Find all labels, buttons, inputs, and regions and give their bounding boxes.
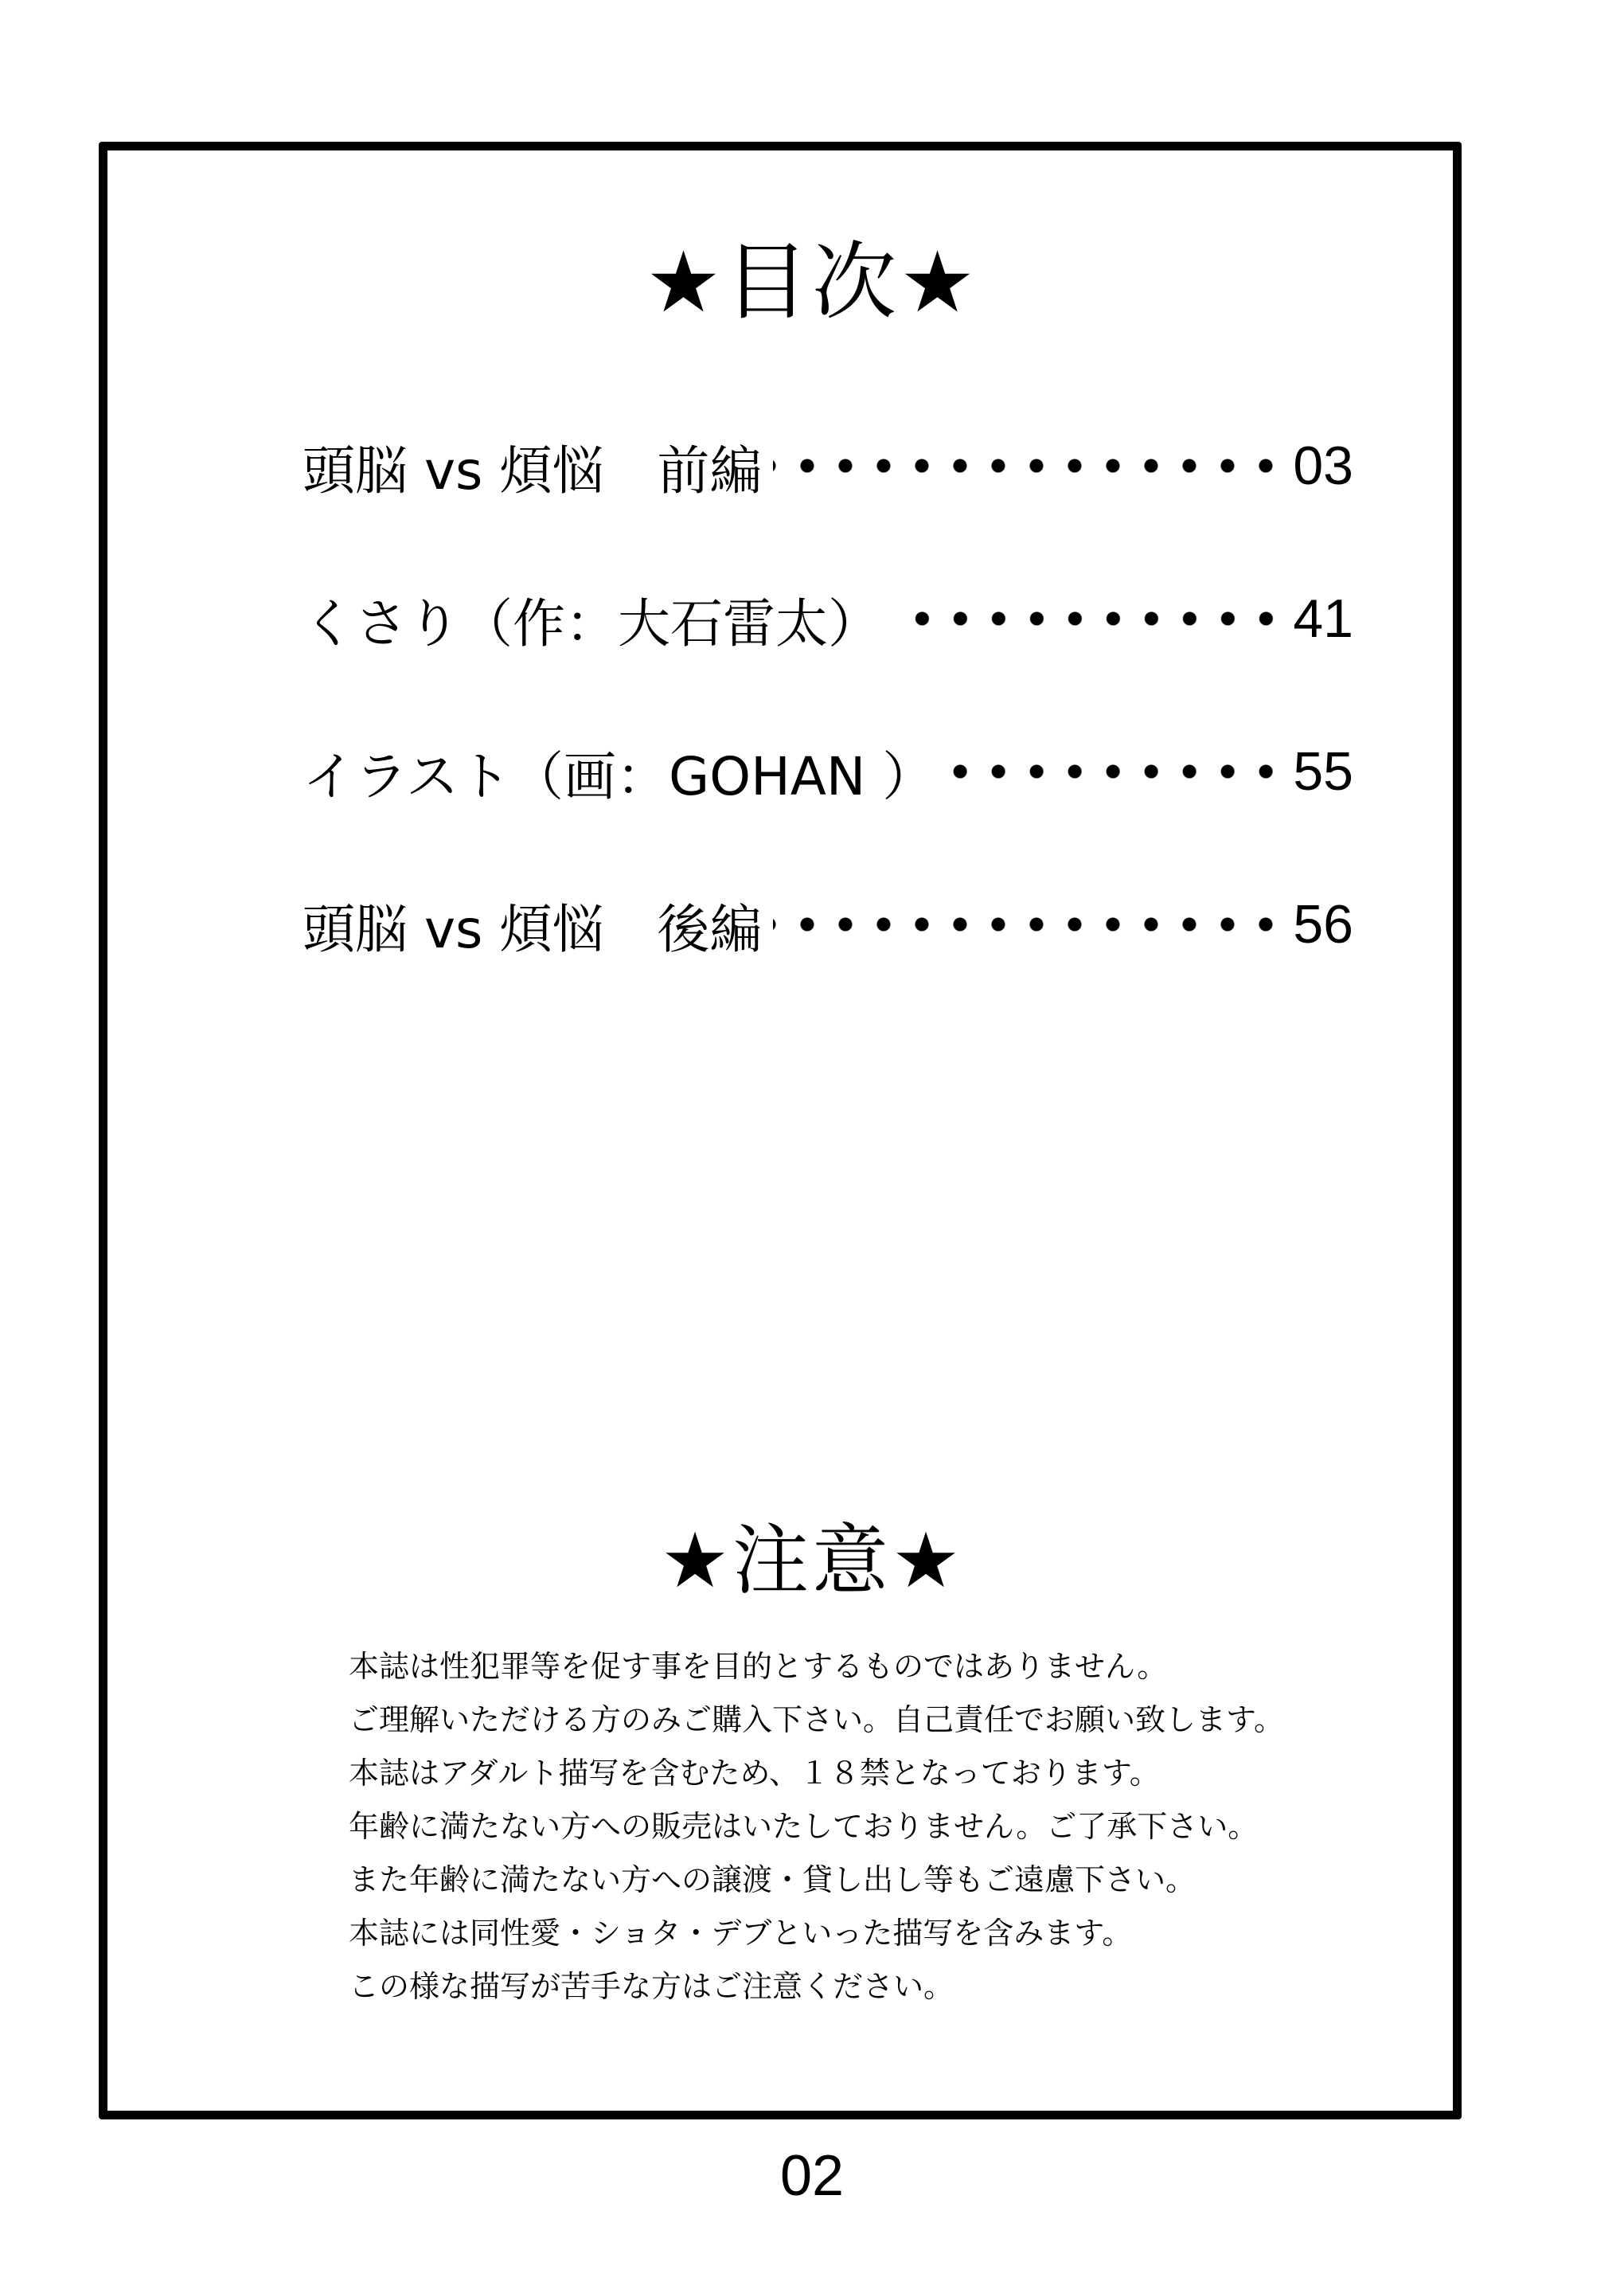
dot-leader bbox=[892, 575, 1285, 662]
notice-line: 本誌は性犯罪等を促す事を目的とするものではありません。 bbox=[349, 1649, 1168, 1684]
notice-line: この様な描写が苦手な方はご注意ください。 bbox=[349, 1969, 954, 2004]
notice-line: 年齢に満たない方への販売はいたしておりません。ご了承下さい。 bbox=[349, 1809, 1259, 1844]
dot-leader bbox=[773, 881, 1285, 968]
page-number: 02 bbox=[779, 2144, 845, 2208]
notice-text bbox=[349, 1640, 1400, 2014]
toc-entry-label: 頭脳 vs 煩悩 前編 bbox=[303, 439, 763, 502]
toc-entry-page: 56 bbox=[1293, 894, 1353, 955]
toc-entry-label: イラスト（画：GOHAN ） bbox=[303, 745, 935, 807]
notice-line: 本誌はアダルト描写を含むため、１８禁となっております。 bbox=[349, 1756, 1160, 1791]
toc-entry-page: 41 bbox=[1293, 588, 1353, 649]
toc-entry-page: 55 bbox=[1293, 741, 1353, 802]
toc-entry-label: くさり（作：大石雷太） bbox=[303, 592, 880, 654]
notice-line: また年齢に満たない方への譲渡・貸し出し等もご遠慮下さい。 bbox=[349, 1862, 1197, 1897]
dot-leader bbox=[946, 728, 1285, 815]
notice-title: ★注意★ bbox=[660, 1516, 964, 1605]
toc-entry bbox=[303, 422, 1353, 510]
notice-line: ご理解いただける方のみご購入下さい。自己責任でお願い致します。 bbox=[349, 1702, 1284, 1737]
toc-entry-label: 頭脳 vs 煩悩 後編 bbox=[303, 898, 763, 960]
toc-title: ★目次★ bbox=[645, 233, 979, 331]
toc-entry bbox=[303, 881, 1353, 968]
toc-entry bbox=[303, 575, 1353, 662]
toc-entry-page: 03 bbox=[1293, 436, 1353, 496]
dot-leader bbox=[773, 422, 1285, 510]
toc-entry bbox=[303, 728, 1353, 815]
notice-line: 本誌には同性愛・ショタ・デブといった描写を含みます。 bbox=[349, 1916, 1133, 1951]
